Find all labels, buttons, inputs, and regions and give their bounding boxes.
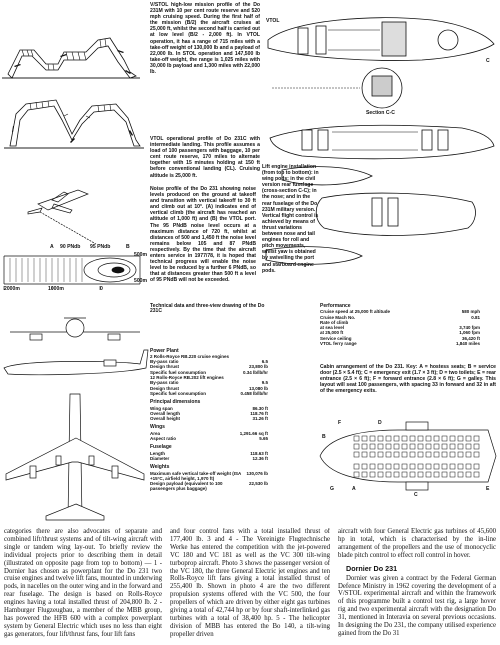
fuselage-label: Length (150, 450, 165, 456)
cabin-code-b: B (322, 434, 326, 440)
power-plant-label: Design thrust (150, 364, 180, 370)
noise-label-90: 90 PNdb (60, 244, 81, 250)
lift-engine-figure (262, 0, 500, 292)
wing-label: Area (150, 430, 161, 436)
dornier-do231-heading: Dornier Do 231 (346, 563, 398, 573)
fuselage-row (150, 456, 268, 461)
performance-label: Rate of climb (320, 319, 349, 325)
power-plant-label: By-pass ratio (150, 380, 179, 386)
mission-profile-figure (0, 0, 148, 84)
dimension-value: 118.76 ft (250, 410, 268, 416)
power-plant-value: 9.5 (261, 380, 268, 386)
weights-heading: Weights (150, 464, 170, 471)
noise-label-95: 95 PNdb (90, 244, 111, 250)
mission-profile-drawing (0, 0, 148, 84)
performance-label: at sea level (320, 325, 345, 331)
dimension-value: 86.30 ft (252, 405, 268, 411)
lift-engine-caption: Lift engine installation (from top to bottom): in wing pods; in the civil version rear fuselage (cross-section C-C); in the nose; and in the rear fuselage of the Do 231M military version. Vertical flight control is achieved by means of thrust variations between nose and tail engines for roll and pitch movements, whilst yaw is obtained by swivelling the port and starboard engine pods. (262, 164, 319, 274)
weight-label: Maximum safe vertical take-off weight (ISA +15°C, airfield height, 1,970 ft) (150, 470, 242, 481)
performance-value: 580 mph (461, 309, 480, 315)
performance-label: Cruise speed at 25,000 ft altitude (320, 309, 391, 315)
dimension-label: Overall height (150, 416, 181, 422)
performance-label: VTOL ferry range (320, 341, 357, 347)
performance-value: 3,740 fpm (459, 325, 480, 331)
wing-value: 1,291.66 sq ft (239, 430, 268, 436)
dimensions-section (150, 400, 268, 421)
article-col3-bottom: Dornier was given a contract by the Federal German Defence Ministry in 1962 covering the development of a V/STOL experimental aircraft and within the framework of this programme built a control test rig, a large hover rig and two experimental aircraft with the designation Do 31, mentioned in Interavia on several previous occasions. In designing the Do 231, the company utilised experience gained from the Do 31 (338, 574, 496, 637)
power-plant-heading: Power Plant (150, 347, 179, 354)
performance-row (320, 341, 480, 346)
dimension-label: Overall length (150, 410, 181, 416)
power-plant-label: By-pass ratio (150, 359, 179, 365)
power-plant-label: 12 Rolls-Royce RB.202 lift engines (150, 375, 224, 381)
dimension-value: 31.26 ft (252, 416, 268, 422)
fuselage-label: Diameter (150, 455, 170, 461)
noise-label-a: A (50, 244, 54, 250)
power-plant-value: 0.458 lb/lb/hr (240, 390, 268, 396)
three-view-drawing (0, 298, 150, 526)
power-plant-label: Design thrust (150, 385, 180, 391)
weight-value: 22,530 lb (248, 481, 268, 487)
power-plant-rows (150, 354, 268, 396)
dimensions-rows (150, 406, 268, 422)
weight-row (150, 481, 268, 492)
c-mark-label: C (486, 58, 490, 64)
cabin-code-e: E (486, 486, 490, 492)
article-col3-top: aircraft with four General Electric gas turbines of 45,600 hp in total, which is characterised by the in-line arrangement of the propellers and the use of monocyclic blade pitch control to effect roll control in hover. (338, 528, 496, 559)
power-plant-value: 13,080 lb (248, 385, 268, 391)
fuselage-section (150, 445, 268, 461)
noise-profile-figure (0, 182, 148, 292)
performance-panel (320, 302, 480, 346)
scale-2000m: 2000m (4, 286, 20, 292)
wings-heading: Wings (150, 424, 165, 431)
performance-value: 36,420 ft (461, 335, 480, 341)
performance-value: 0.81 (471, 314, 480, 320)
vtol-profile-drawing (0, 90, 148, 152)
weight-value: 130,076 lb (246, 470, 268, 476)
fuselage-value: 12.36 ft (252, 455, 268, 461)
power-plant-value: 23,800 lb (248, 364, 268, 370)
fuselage-heading: Fuselage (150, 444, 172, 451)
article-column-1: categories there are also advocates of separate and combined lift/thrust systems and of tilt-wing aircraft with single or tandem wing lay-out. To briefly review the individual projects prior to describing them in detail (illustrated on opposite page from top to bottom) — 1 - Dornier has chosen as powerplant for the Do 231 two cruise engines and twelve lift fans, mounted in underwing pods, in nacelles on the outer wing and in the forward and rear fuselage. The design is based on Rolls-Royce engines having a total installed thrust of 204,800 lb. 2 - Hamburger Flugzeugbau, a member of the MBB group, has powered the HFB 600 with a complex powerplant system by General Electric which uses no less than eight gas generators, four lift/thrust fans, four lift fans (4, 528, 162, 638)
noise-label-b: B (126, 244, 130, 250)
weights-rows (150, 471, 268, 492)
section-cc-label: Section C-C (366, 110, 395, 116)
power-plant-section (150, 349, 268, 397)
noise-profile-caption: Noise profile of the Do 231 showing noise levels produced on the ground at takeoff and transition with vertical takeoff to 30 ft and climb out at 10°. (A) indicates end of vertical climb (the aircraft has reached an altitude of 1,000 ft) and (B) the VTOL port. The 95 PNdB noise level occurs at a maximum distance of 720 ft, whilst at distances of 500 and 1,450 ft the noise level remains below 105 and 87 PNdB respectively. By the time that the aircraft enters service in 1977/78, it is hoped that technical progress will enable the noise level to be reduced by a further 6 PNdB, so that at distances greater than 500 ft a level of 95 PNdB will not be exceeded. (150, 186, 256, 284)
cabin-diagram (318, 420, 498, 512)
performance-value: 1,060 fpm (459, 330, 480, 336)
scale-1000m: 1000m (48, 286, 64, 292)
performance-value: 1,840 miles (455, 341, 480, 347)
scale-0: 0 (100, 286, 103, 292)
scale-500m-bottom: 500m (134, 278, 148, 284)
cabin-code-c: C (414, 492, 418, 498)
performance-heading: Performance (320, 303, 351, 309)
power-plant-value: 0.34 lb/lb/hr (242, 369, 268, 375)
three-view-figure (0, 298, 150, 526)
cabin-code-a: A (352, 486, 356, 492)
weights-section (150, 465, 268, 491)
wing-value: 5.65 (259, 436, 268, 442)
weight-label: Design payload (equivalent to 100 passengers plus baggage) (150, 481, 223, 492)
fuselage-value: 118.63 ft (250, 450, 268, 456)
spec-panel (150, 302, 268, 518)
cabin-drawing (318, 420, 498, 512)
power-plant-label: Specific fuel consumption (150, 390, 207, 396)
wings-rows (150, 431, 268, 442)
power-plant-label: 2 Rolls-Royce RB.220 cruise engines (150, 353, 230, 359)
power-plant-label: Specific fuel consumption (150, 369, 207, 375)
power-plant-row (150, 391, 268, 396)
vtol-profile-figure (0, 90, 148, 152)
cabin-code-g: G (330, 486, 334, 492)
scale-500m-top: 500m (134, 252, 148, 258)
power-plant-value: 6.5 (261, 359, 268, 365)
vtol-profile-caption: VTOL operational profile of Do 231C with intermediate landing. This profile assumes a load of 100 passengers with baggage, 10 per cent route reserve, 170 miles to alternate together with 15 minutes holding at 150 ft before conventional landing (CL). Cruising altitude is 25,000 ft. (150, 136, 260, 179)
cabin-code-d: D (378, 420, 382, 426)
dimension-row (150, 416, 268, 421)
article-column-3 (338, 528, 496, 645)
noise-profile-drawing (0, 182, 148, 292)
performance-label: Cruise Mach No. (320, 314, 356, 320)
wing-label: Aspect ratio (150, 436, 177, 442)
wings-section (150, 425, 268, 441)
fuselage-rows (150, 451, 268, 462)
spec-title: Technical data and three-view drawing of the Do 231C (150, 303, 265, 315)
article-column-2: and four control fans with a total installed thrust of 177,400 lb. 3 and 4 - The Vereinigte Flugtechnische Werke has entered the competition with the jet-powered VC 180 and VC 181 as well as the VC 300 tilt-wing turboprop aircraft. Photo 3 shows the passenger version of the VC 180, the three General Electric jet engines and ten Rolls-Royce lift fans giving a total installed thrust of 255,400 lb. Shown in photo 4 are the two different propulsion systems offered with the VC 500, the four propellers of which are driven by either eight gas turbines giving a total of 42,744 hp or by four shaft-interlinked gas turbines with a total of 38,400 hp. 5 - The helicopter division of MBB has entered the Bo 140, a tilt-wing propeller driven (170, 528, 330, 638)
performance-label: Service ceiling (320, 335, 352, 341)
dimension-label: Wing span (150, 405, 173, 411)
vtol-label: VTOL (266, 18, 280, 24)
weight-row (150, 471, 268, 482)
wing-row (150, 436, 268, 441)
cabin-code-f: F (338, 420, 342, 426)
dimensions-heading: Principal dimensions (150, 399, 201, 406)
performance-label: at 25,000 ft (320, 330, 344, 336)
mission-profile-caption: V/STOL high-low mission profile of the Do 231M with 10 per cent route reserve and 520 mph cruising speed. During the first half of the mission (B/2) the aircraft cruises at 25,000 ft, whilst the second half is carried out at low level (B/2 - 2,000 ft). In VTOL operation, it has a range of 715 miles with a take-off weight of 130,000 lb and a payload of 22,000 lb. In STOL operation and 147,500 lb take-off weight, the range is 1,025 miles with 30,000 lb payload and 1,300 miles with 22,000 lb. (150, 2, 260, 76)
cabin-caption: Cabin arrangement of the Do 231. Key: A = hostess seats; B = service door (2.5 × 5.4 ft); C = emergency exit (1.7 × 3 ft); D = two toilets; E = rear entrance (2.5 × 6 ft); F = forward entrance (2.8 × 6 ft); G = galley. This layout will seat 100 passengers, with spacing 33 in forward and 32 in aft of the emergency exits. (320, 364, 496, 395)
performance-rows (320, 309, 480, 346)
